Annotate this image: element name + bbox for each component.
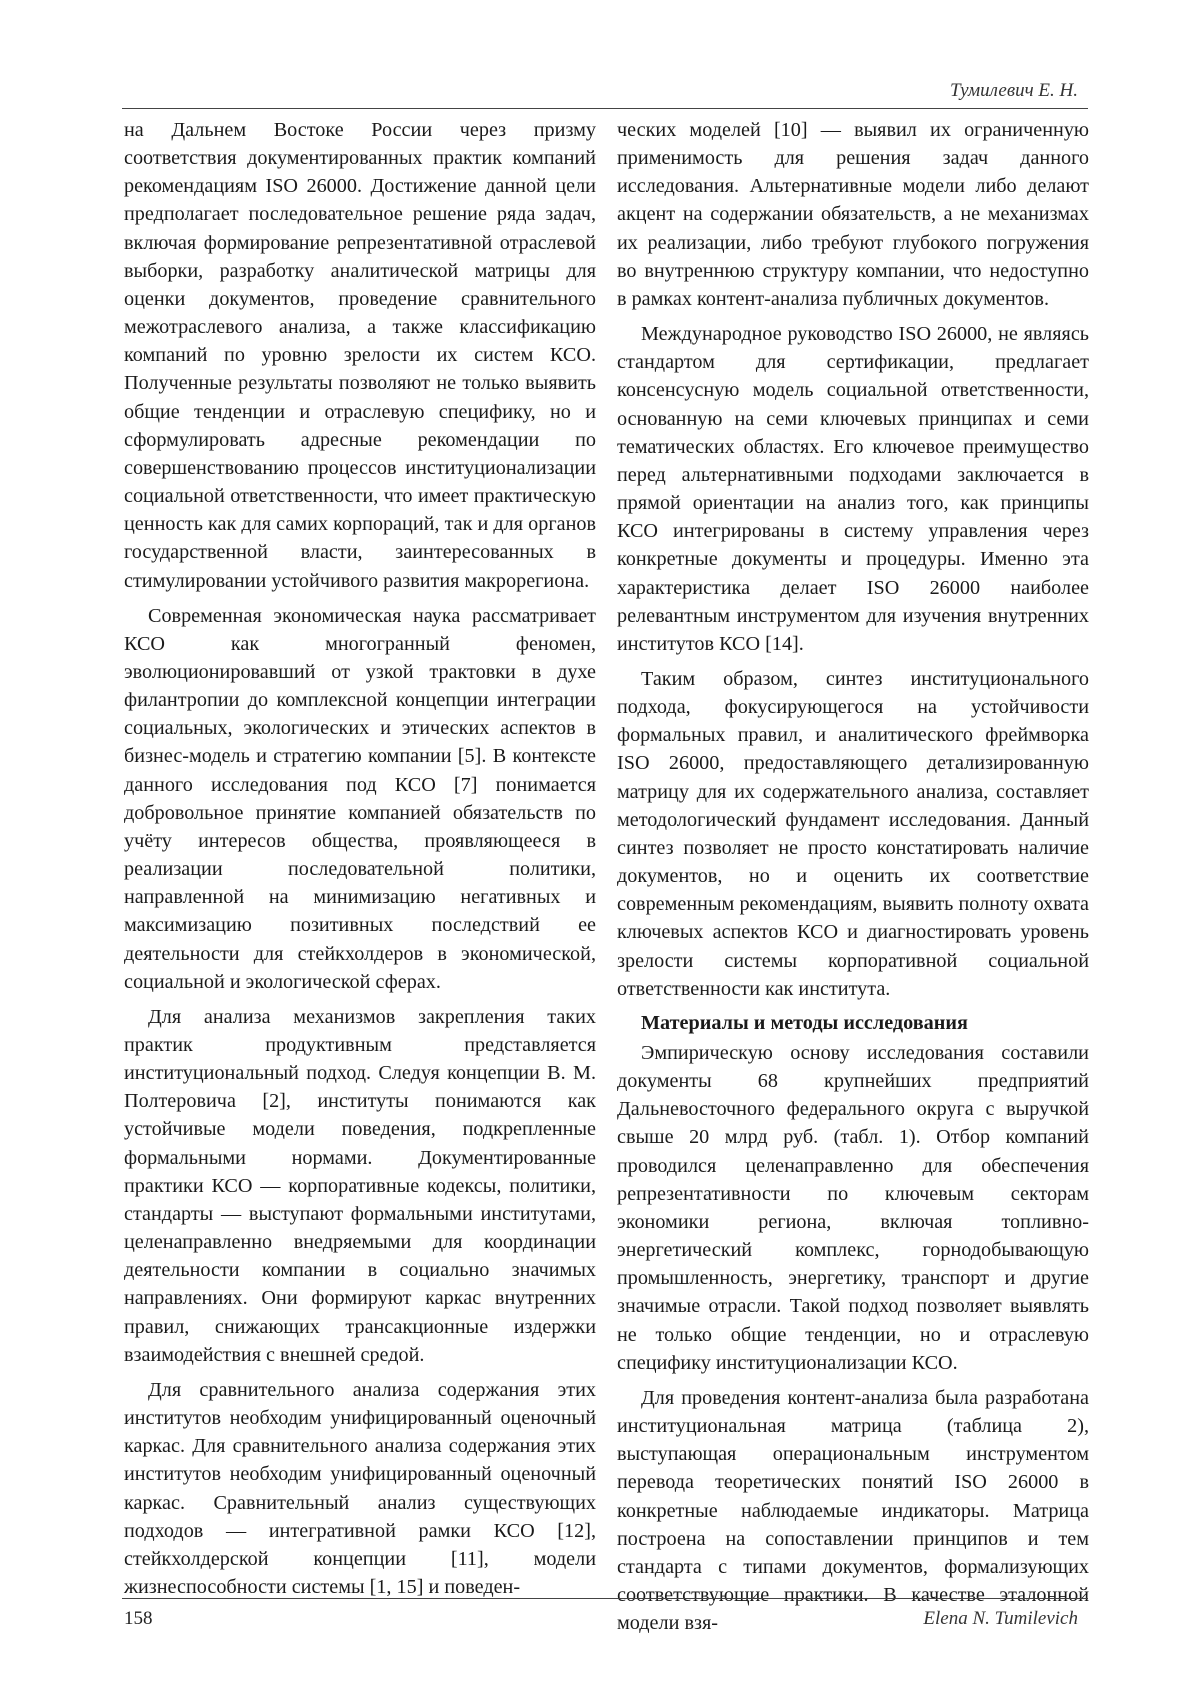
running-foot: Elena N. Tumilevich xyxy=(923,1608,1078,1629)
running-head: Тумилевич Е. Н. xyxy=(949,80,1078,101)
body-paragraph: ческих моделей [10] — выявил их ограниченную применимость для решения задач данного исследования. Альтернативные модели либо делают акцент на содержании обязательств, а не механизмах их реализации, либо требуют глубокого погружения во внутреннюю структуру компании, что недоступно в рамках контент-анализа публичных документов. xyxy=(617,119,1089,310)
body-paragraph: Международное руководство ISO 26000, не являясь стандартом для сертификации, предлагает консенсусную модель социальной ответственности, основанную на семи ключевых принципах и семи тематических областях. Его ключевое преимущество перед альтернативными подходами заключается в прямой ориентации на анализ того, как принципы КСО интегрированы в систему управления через конкретные документы и процедуры. Именно эта характеристика делает ISO 26000 наиболее релевантным инструментом для изучения внутренних институтов КСО [14]. xyxy=(617,323,1089,655)
body-paragraph: Эмпирическую основу исследования составили документы 68 крупнейших предприятий Дальневосточного федерального округа с выручкой свыше 20 млрд руб. (табл. 1). Отбор компаний проводился целенаправленно для обеспечения репрезентативности по ключевым секторам экономики региона, включая топливно-энергетический комплекс, горнодобывающую промышленность, энергетику, транспорт и другие значимые отрасли. Такой подход позволяет выявлять не только общие тенденции, но и отраслевую специфику институционализации КСО. xyxy=(617,1042,1089,1374)
body-paragraph: Для анализа механизмов закрепления таких практик продуктивным представляется институциональный подход. Следуя концепции В. М. Полтеровича [2], институты понимаются как устойчивые модели поведения, подкрепленные формальными нормами. Документированные практики КСО — корпоративные кодексы, политики, стандарты — выступают формальными институтами, целенаправленно внедряемыми для координации деятельности компании в социально значимых направлениях. Они формируют каркас внутренних правил, снижающих трансакционные издержки взаимодействия с внешней средой. xyxy=(124,1005,596,1366)
body-paragraph: Для сравнительного анализа содержания этих институтов необходим унифицированный оценочный каркас. Для сравнительного анализа содержания этих институтов необходим унифицированный оценочный каркас. Сравнительный анализ существующих подходов — интегративной рамки КСО [12], стейкхолдерской концепции [11], модели жизнеспособности системы [1, 15] и поведен- xyxy=(124,1378,596,1598)
footer-rule xyxy=(122,1598,1088,1599)
body-paragraph: Таким образом, синтез институционального подхода, фокусирующегося на устойчивости формальных правил, и аналитического фреймворка ISO 26000, предоставляющего детализированную матрицу для их содержательного анализа, составляет методологический фундамент исследования. Данный синтез позволяет не просто констатировать наличие документов, но и оценить их соответствие современным рекомендациям, выявить полноту охвата ключевых аспектов КСО и диагностировать уровень зрелости системы корпоративной социальной ответственности как института. xyxy=(617,667,1089,1000)
page-number: 158 xyxy=(124,1608,153,1629)
section-heading: Материалы и методы исследования xyxy=(641,1011,968,1034)
body-paragraph: Современная экономическая наука рассматривает КСО как многогранный феномен, эволюционировавший от узкой трактовки в духе филантропии до комплексной концепции интеграции социальных, экологических и этических аспектов в бизнес-модель и стратегию компании [5]. В контексте данного исследования под КСО [7] понимается добровольное принятие компанией обязательств по учёту интересов общества, проявляющееся в реализации последовательной политики, направленной на минимизацию негативных и максимизацию позитивных последствий ее деятельности для стейкхолдеров в экономической, социальной и экологической сферах. xyxy=(124,604,596,993)
header-rule xyxy=(122,108,1088,109)
body-paragraph: на Дальнем Востоке России через призму соответствия документированных практик компаний рекомендациям ISO 26000. Достижение данной цели предполагает последовательное решение ряда задач, включая формирование репрезентативной отраслевой выборки, разработку аналитической матрицы для оценки документов, проведение сравнительного межотраслевого анализа, а также классификацию компаний по уровню зрелости их систем КСО. Полученные результаты позволяют не только выявить общие тенденции и отраслевую специфику, но и сформулировать адресные рекомендации по совершенствованию процессов институционализации социальной ответственности, что имеет практическую ценность как для самих корпораций, так и для органов государственной власти, заинтересованных в стимулировании устойчивого развития макрорегиона. xyxy=(124,119,596,592)
right-column xyxy=(617,116,1089,1637)
body-paragraph: Для проведения контент-анализа была разработана институциональная матрица (таблица 2), выступающая операциональным инструментом перевода теоретических понятий ISO 26000 в конкретные наблюдаемые индикаторы. Матрица построена на сопоставлении принципов и тем стандарта с типами документов, формализующих соответствующие практики. В качестве эталонной модели взя- xyxy=(617,1386,1089,1635)
left-column xyxy=(124,116,596,1601)
